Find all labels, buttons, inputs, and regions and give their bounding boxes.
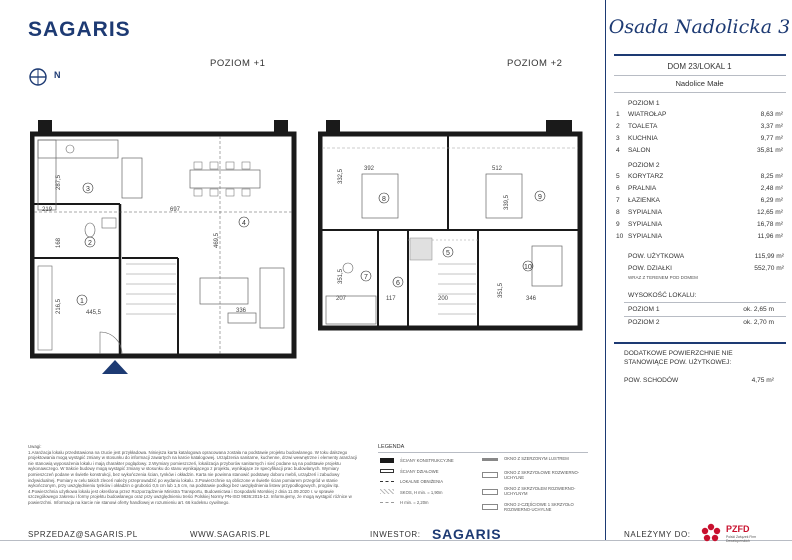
entrance-arrow-icon — [102, 360, 128, 374]
legend-label: OKNO 2-CZĘŚCIOWE 1 SKRZYDŁO ROZWIERNO-UCHYLNE — [504, 502, 574, 512]
legend-swatch-partition — [380, 469, 394, 473]
floor-plan-level1 — [30, 118, 310, 378]
dimension-label: 346 — [526, 296, 537, 302]
legend-swatch-window — [482, 504, 498, 510]
project-title: Osada Nadolicka 3 — [608, 16, 791, 38]
dimension-label: 512 — [492, 166, 503, 172]
height-value: ok. 2,65 m — [743, 306, 774, 313]
legend-swatch-window — [482, 458, 498, 461]
room-number: 8 — [382, 196, 386, 203]
level1-title: POZIOM +1 — [210, 58, 266, 69]
plot-area-note: WRAZ Z TERENEM POD DOMEM — [628, 275, 698, 280]
legend-swatch-structural — [380, 458, 394, 463]
north-compass-icon — [28, 66, 68, 88]
notes-text: 1.Aranżacja lokalu przedstawiona na rzucie jest przykładowa. Niniejsza karta katalogowa opracowana została na podstawie projektu budowlanego. W toku dalszego projektowania mogą wystąpić zmiany w stosunku do informacji zawartych na karcie katalogowej. Urządzenia sanitarne, kuchenne, drzwi wewnętrzne i elementy aranżacji nie stanowią wyposażenia lokalu i mają charakter poglądowy. 2.Wymiary pomieszczeń, lokalizacja przyborów sanitarnych i sieć podane są na podstawie projektu wykonawczego. W trakcie budowy mogą wystąpić zmiany w stosunku do stanu wynikającego z projektu, wynikające ze specyfikacji prac budowlanych. Wymiary pomieszczeń podane w świetle konstrukcji, bez wykończenia ścian, tynków i okładzin. Karta nie powinna stanowić podstawy doboru mebli, urządzeń i zabudowy indywidualnej. Pomiary w celu takich zleceń należy przeprowadzić po wydaniu lokalu. 3.Powierzchnie są obliczone w świetle ścian pomiarem przegród w stanie wykończonym, przy uwzględnieniu tynków i okładzin o grubości 0,5 cm lub 1,5 cm, na podstawie podłogi bez uwzględnienia listew przypodłogowych, progów itp. 4.Powierzchnia użytkowa lokalu jest określona przez Rozporządzenie Ministra Transportu, Budownictwa i Gospodarki Morskiej z dnia 11.09.2020 r. w sprawie szczegółowego zakresu i formy projektu budowlanego oraz przy uwzględnieniu treści Polskiej Normy PN-ISO 9836:2015-12. Informujemy, że mogą wystąpić różnice w powierzchni. Informacja na karcie nie stanowi oferty handlowej w rozumieniu art. 66 kodeksu cywilnego. — [28, 449, 357, 505]
height-header: WYSOKOŚĆ LOKALU: — [628, 292, 697, 299]
footer-bar — [0, 540, 792, 560]
dimension-label: 207 — [336, 296, 347, 302]
notes-title: Uwagi: — [28, 444, 42, 449]
room-row: 8 SYPIALNIA 12,65 m² — [616, 209, 783, 216]
legend-title: LEGENDA — [378, 444, 405, 450]
room-number: 6 — [396, 280, 400, 287]
room-number: 4 — [242, 220, 246, 227]
legend-label: H min. = 2,20m — [400, 500, 429, 505]
svg-text:N: N — [54, 70, 61, 80]
brand-logo: SAGARIS — [28, 18, 131, 41]
legend-swatch-window — [482, 489, 498, 495]
legend-label: LOKALNE OBNIŻENIA — [400, 479, 444, 484]
legend — [378, 444, 588, 536]
stairs-area-label: POW. SCHODÓW — [624, 377, 679, 384]
info-panel — [605, 0, 792, 540]
room-number: 5 — [446, 250, 450, 257]
level2-header: POZIOM 2 — [628, 162, 660, 169]
dimension-label: 697 — [170, 207, 181, 213]
room-row: 2 TOALETA 3,37 m² — [616, 123, 783, 130]
footer-email[interactable]: SPRZEDAZ@SAGARIS.PL — [28, 530, 138, 539]
footer-website[interactable]: WWW.SAGARIS.PL — [190, 530, 271, 539]
room-row: 1 WIATROŁAP 8,63 m² — [616, 111, 783, 118]
legend-swatch-window — [482, 472, 498, 478]
room-row: 5 KORYTARZ 8,25 m² — [616, 173, 783, 180]
notes-block — [28, 444, 358, 506]
legend-label: OKNO Z SKRZYDŁEM ROZWIERNO-UCHYLNYM — [504, 486, 576, 496]
unit-label: DOM 23/LOKAL 1 — [667, 62, 732, 71]
plot-area-value: 552,70 m² — [754, 265, 784, 272]
level1-header: POZIOM 1 — [628, 100, 660, 107]
dimension-label: 219 — [42, 207, 53, 213]
height-name: POZIOM 2 — [628, 319, 660, 326]
pzfd-flower-icon — [700, 522, 722, 544]
room-row: 3 KUCHNIA 9,77 m² — [616, 135, 783, 142]
divider — [614, 92, 786, 93]
room-number: 7 — [364, 274, 368, 281]
room-number: 3 — [86, 186, 90, 193]
investor-logo: SAGARIS — [432, 526, 502, 542]
divider — [614, 75, 786, 76]
extra-area-header: DODATKOWE POWIERZCHNIE NIE STANOWIĄCE POW. UŻYTKOWEJ: — [624, 350, 733, 366]
room-row: 9 SYPIALNIA 16,78 m² — [616, 221, 783, 228]
legend-swatch-slope — [380, 489, 394, 494]
legend-label: OKNO Z SKRZYDŁOWE ROZWIERNO-UCHYLNE — [504, 470, 580, 480]
dimension-label: 336 — [236, 308, 247, 314]
dimension-label: 351,5 — [338, 268, 344, 284]
room-row: 10 SYPIALNIA 11,96 m² — [616, 233, 783, 240]
investor-label: INWESTOR: — [370, 530, 421, 539]
room-number: 10 — [524, 264, 532, 271]
dimension-label: 200 — [438, 296, 449, 302]
plot-area-label: POW. DZIAŁKI — [628, 265, 672, 272]
dimension-label: 392 — [364, 166, 375, 172]
usable-area-value: 115,99 m² — [754, 253, 784, 260]
room-number: 9 — [538, 194, 542, 201]
dimension-label: 168 — [56, 237, 62, 248]
member-label: NALEŻYMY DO: — [624, 530, 691, 539]
height-name: POZIOM 1 — [628, 306, 660, 313]
dimension-label: 332,5 — [338, 168, 344, 184]
legend-label: ŚCIANY DZIAŁOWE — [400, 469, 439, 474]
divider — [624, 316, 786, 317]
divider — [624, 302, 786, 303]
dimension-label: 469,5 — [214, 232, 220, 248]
location-label: Nadolice Małe — [675, 79, 724, 88]
divider — [614, 54, 786, 56]
legend-label: ŚCIANY KONSTRUKCYJNE — [400, 458, 454, 463]
member-subtitle: Polski Związek Firm Deweloperskich — [726, 535, 757, 543]
usable-area-label: POW. UŻYTKOWA — [628, 253, 685, 260]
dimension-label: 351,5 — [498, 282, 504, 298]
room-number: 1 — [80, 298, 84, 305]
dimension-label: 339,5 — [504, 194, 510, 210]
member-logo: PZFD — [726, 524, 750, 534]
level2-title: POZIOM +2 — [507, 58, 563, 69]
stairs-area-value: 4,75 m² — [751, 377, 774, 384]
dimension-label: 287,5 — [56, 174, 62, 190]
legend-swatch-height — [380, 502, 394, 503]
dimension-label: 117 — [386, 296, 396, 302]
dimension-label: 445,5 — [86, 310, 102, 316]
room-row: 7 ŁAZIENKA 6,29 m² — [616, 197, 783, 204]
divider — [614, 342, 786, 344]
divider — [378, 452, 588, 453]
legend-label: OKNO Z SZERZONYM LUSTREM — [504, 456, 569, 461]
room-number: 2 — [88, 240, 92, 247]
legend-label: SKOS, H min. = 1,90m — [400, 490, 443, 495]
legend-swatch-lowering — [380, 481, 394, 482]
floor-plan-level2 — [318, 118, 588, 338]
height-value: ok. 2,70 m — [743, 319, 774, 326]
room-row: 6 PRALNIA 2,48 m² — [616, 185, 783, 192]
dimension-label: 216,5 — [56, 298, 62, 314]
room-row: 4 SALON 35,81 m² — [616, 147, 783, 154]
